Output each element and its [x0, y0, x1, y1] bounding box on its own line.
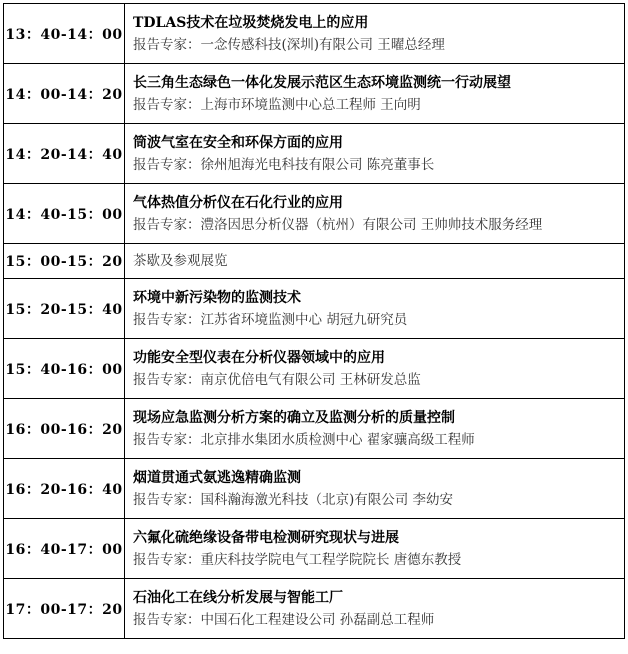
content-cell [125, 579, 625, 639]
talk-speaker: 报告专家：江苏省环境监测中心 胡冠九研究员 [133, 311, 408, 328]
talk-speaker: 报告专家：南京优倍电气有限公司 王林研发总监 [133, 371, 421, 388]
time-cell: 16：00-16：20 [4, 399, 125, 459]
time-cell: 14：40-15：00 [4, 184, 125, 244]
table-row [4, 579, 625, 639]
talk-speaker: 报告专家：一念传感科技(深圳)有限公司 王曜总经理 [133, 36, 445, 53]
time-cell: 14：00-14：20 [4, 64, 125, 124]
talk-title: 环境中新污染物的监测技术 [133, 289, 301, 306]
talk-speaker: 报告专家：重庆科技学院电气工程学院院长 唐德东教授 [133, 551, 462, 568]
talk-title: 现场应急监测分析方案的确立及监测分析的质量控制 [133, 409, 455, 426]
talk-title: 长三角生态绿色一体化发展示范区生态环境监测统一行动展望 [133, 74, 511, 91]
content-cell [125, 339, 625, 399]
talk-speaker: 报告专家：国科瀚海激光科技（北京)有限公司 李幼安 [133, 491, 454, 508]
talk-title: 功能安全型仪表在分析仪器领域中的应用 [133, 349, 385, 366]
time-cell: 13：40-14：00 [4, 4, 125, 64]
talk-title: 六氟化硫绝缘设备带电检测研究现状与进展 [133, 529, 399, 546]
talk-speaker: 报告专家：中国石化工程建设公司 孙磊副总工程师 [133, 611, 435, 628]
time-cell: 15：40-16：00 [4, 339, 125, 399]
table-row [4, 124, 625, 184]
talk-speaker: 报告专家：徐州旭海光电科技有限公司 陈亮董事长 [133, 156, 435, 173]
time-cell: 15：00-15：20 [4, 244, 125, 279]
content-cell [125, 124, 625, 184]
content-cell [125, 279, 625, 339]
schedule-table [3, 3, 625, 639]
content-cell [125, 399, 625, 459]
talk-speaker: 报告专家：北京排水集团水质检测中心 翟家骧高级工程师 [133, 431, 475, 448]
talk-speaker: 报告专家：上海市环境监测中心总工程师 王向明 [133, 96, 421, 113]
table-row [4, 279, 625, 339]
table-row [4, 519, 625, 579]
content-cell [125, 244, 625, 279]
time-cell: 14：20-14：40 [4, 124, 125, 184]
table-row [4, 399, 625, 459]
talk-title: 气体热值分析仪在石化行业的应用 [133, 194, 343, 211]
talk-title: 石油化工在线分析发展与智能工厂 [133, 589, 343, 606]
content-cell [125, 4, 625, 64]
table-row [4, 339, 625, 399]
table-row [4, 64, 625, 124]
time-cell: 16：40-17：00 [4, 519, 125, 579]
content-cell [125, 64, 625, 124]
table-row [4, 4, 625, 64]
break-label: 茶歇及参观展览 [133, 253, 228, 269]
table-row [4, 244, 625, 279]
time-cell: 17：00-17：20 [4, 579, 125, 639]
content-cell [125, 519, 625, 579]
talk-title: 烟道贯通式氨逃逸精确监测 [133, 469, 301, 486]
talk-speaker: 报告专家：澧洛因思分析仪器（杭州）有限公司 王帅帅技术服务经理 [133, 216, 543, 233]
content-cell [125, 459, 625, 519]
talk-title: TDLAS技术在垃圾焚烧发电上的应用 [133, 14, 369, 31]
time-cell: 16：20-16：40 [4, 459, 125, 519]
table-row [4, 184, 625, 244]
talk-title: 筒波气室在安全和环保方面的应用 [133, 134, 343, 151]
table-row [4, 459, 625, 519]
time-cell: 15：20-15：40 [4, 279, 125, 339]
content-cell [125, 184, 625, 244]
